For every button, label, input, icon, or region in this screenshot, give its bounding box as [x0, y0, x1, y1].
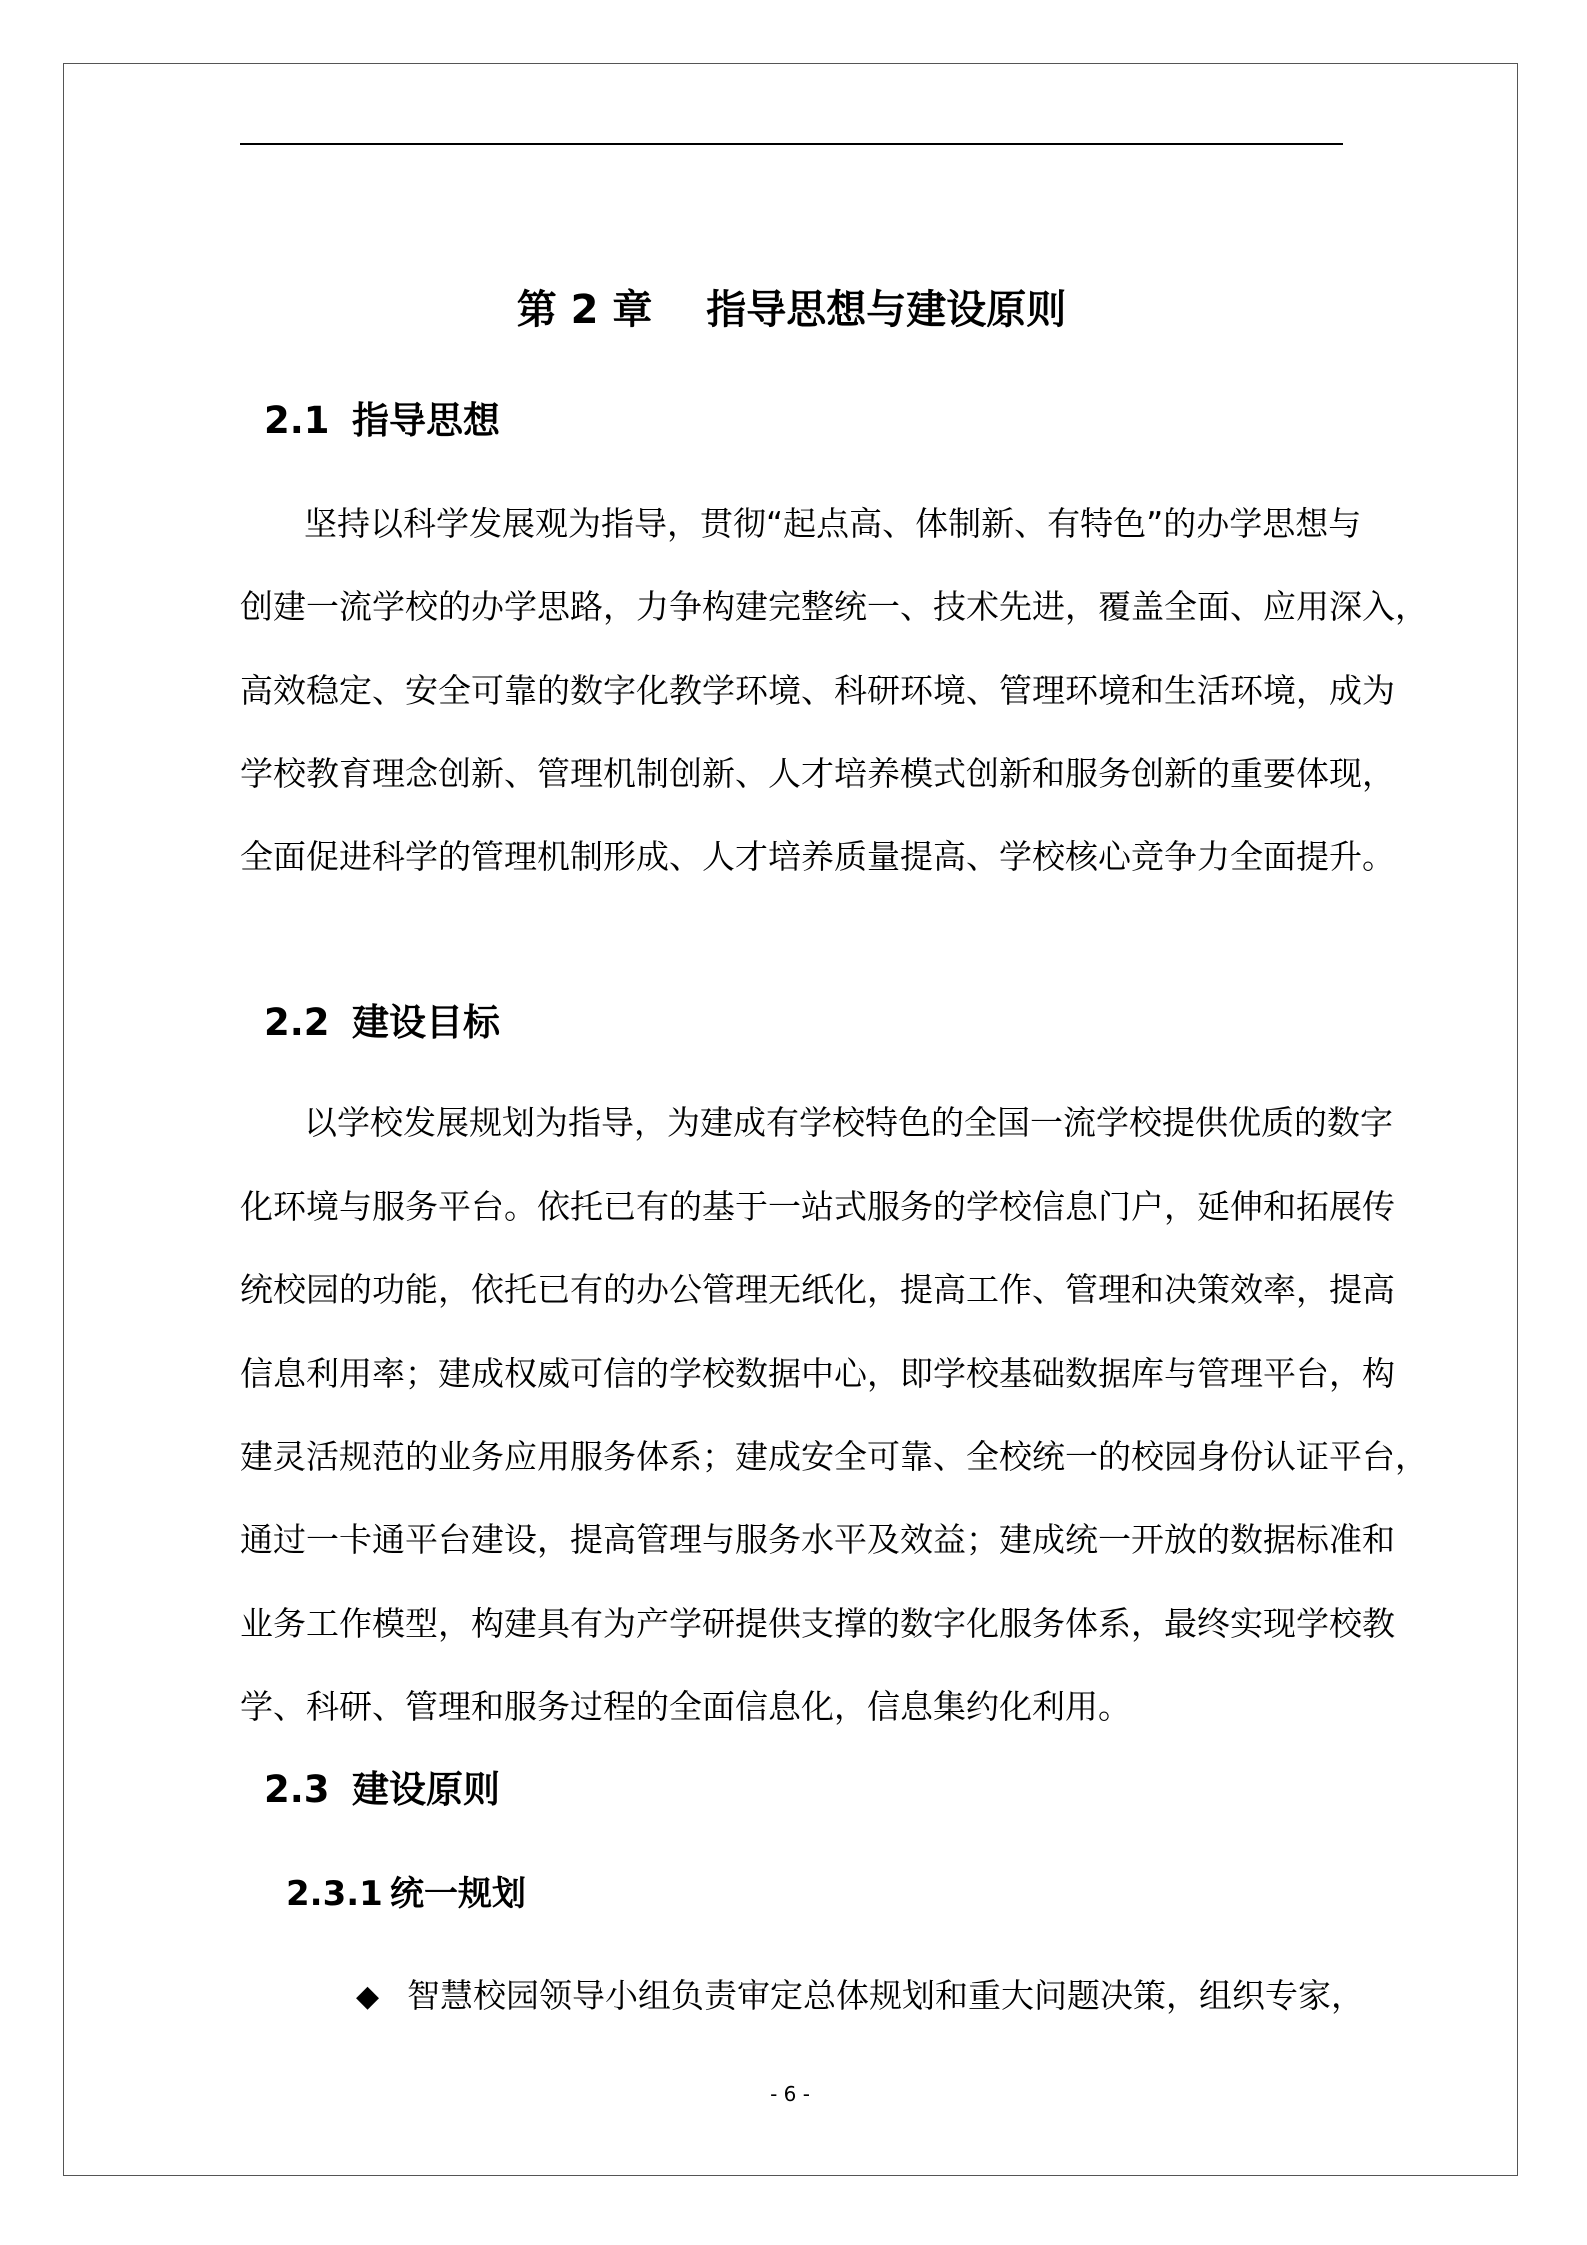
paragraph-line: 学、科研、管理和服务过程的全面信息化，信息集约化利用。 [240, 1687, 1131, 1726]
subsection-heading-2-3-1 [286, 1872, 526, 1916]
paragraph-line: 通过一卡通平台建设，提高管理与服务水平及效益；建成统一开放的数据标准和 [240, 1520, 1395, 1559]
paragraph-line: 统校园的功能，依托已有的办公管理无纸化，提高工作、管理和决策效率，提高 [240, 1270, 1395, 1309]
section-title: 建设原则 [352, 1768, 500, 1811]
section-title: 指导思想 [352, 399, 500, 442]
paragraph-line: 创建一流学校的办学思路，力争构建完整统一、技术先进，覆盖全面、应用深入， [240, 587, 1428, 626]
section-number: 2.2 [264, 1001, 330, 1044]
paragraph-line: 高效稳定、安全可靠的数字化教学环境、科研环境、管理环境和生活环境，成为 [240, 671, 1395, 710]
diamond-bullet-icon: ◆ [356, 1979, 380, 2014]
paragraph-line: 学校教育理念创新、管理机制创新、人才培养模式创新和服务创新的重要体现， [240, 754, 1395, 793]
bullet-item: 智慧校园领导小组负责审定总体规划和重大问题决策，组织专家， [407, 1976, 1364, 2015]
paragraph-line: 业务工作模型，构建具有为产学研提供支撑的数字化服务体系，最终实现学校教 [240, 1604, 1395, 1643]
page-number: - 6 - [770, 2082, 810, 2106]
section-heading-2-2 [264, 999, 500, 1047]
paragraph-line: 以学校发展规划为指导，为建成有学校特色的全国一流学校提供优质的数字 [304, 1103, 1393, 1142]
paragraph-line: 信息利用率；建成权威可信的学校数据中心，即学校基础数据库与管理平台，构 [240, 1354, 1395, 1393]
paragraph-line: 化环境与服务平台。依托已有的基于一站式服务的学校信息门户，延伸和拓展传 [240, 1187, 1395, 1226]
chapter-title: 第 2 章 指导思想与建设原则 [516, 287, 1067, 333]
subsection-title: 统一规划 [390, 1874, 526, 1914]
paragraph-line: 全面促进科学的管理机制形成、人才培养质量提高、学校核心竞争力全面提升。 [240, 837, 1395, 876]
header-rule [240, 143, 1343, 145]
section-heading-2-1 [264, 397, 500, 445]
section-heading-2-3 [264, 1766, 500, 1814]
section-number: 2.3 [264, 1768, 330, 1811]
paragraph-line: 坚持以科学发展观为指导，贯彻“起点高、体制新、有特色”的办学思想与 [304, 504, 1362, 543]
paragraph-line: 建灵活规范的业务应用服务体系；建成安全可靠、全校统一的校园身份认证平台， [240, 1437, 1428, 1476]
section-title: 建设目标 [352, 1001, 500, 1044]
subsection-number: 2.3.1 [286, 1874, 383, 1914]
section-number: 2.1 [264, 399, 330, 442]
